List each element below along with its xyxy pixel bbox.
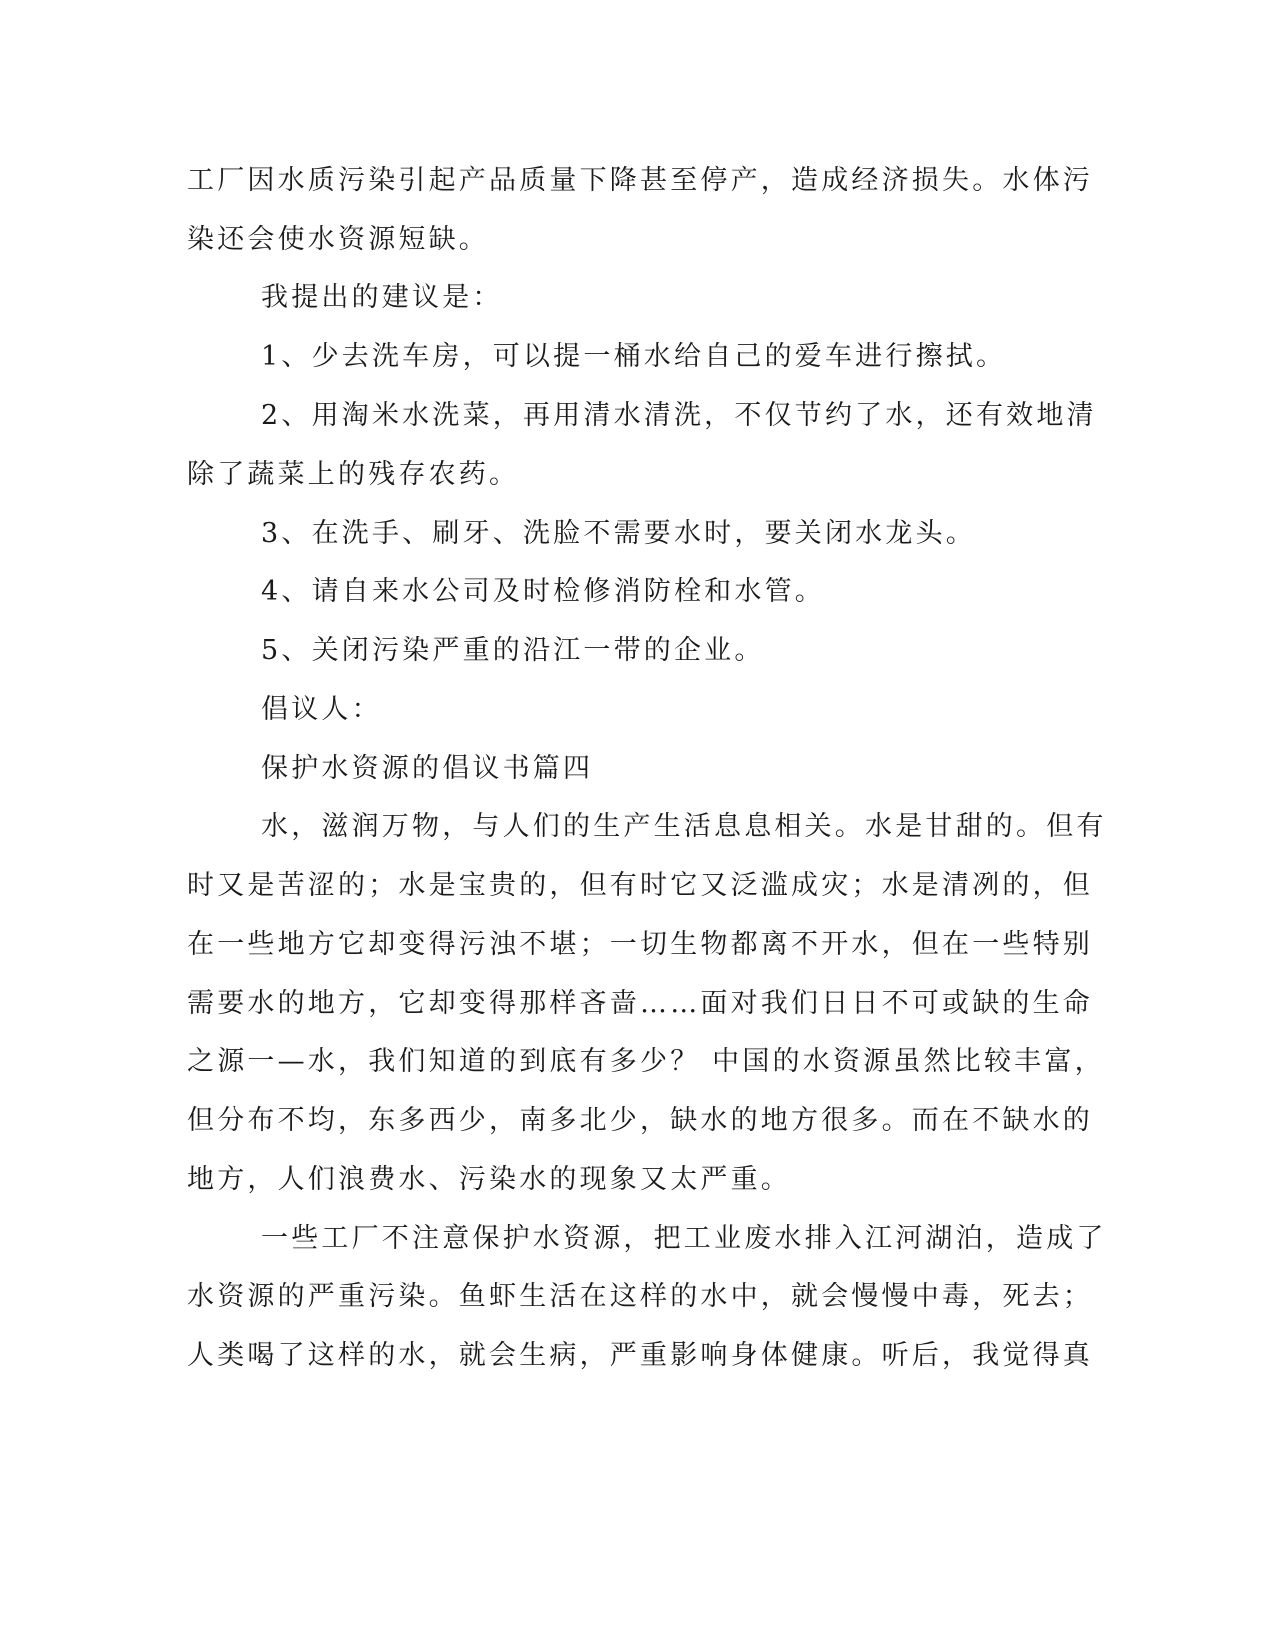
text-line: 人类喝了这样的水，就会生病，严重影响身体健康。听后，我觉得真 — [187, 1340, 1093, 1371]
text-line: 水资源的严重污染。鱼虾生活在这样的水中，就会慢慢中毒，死去； — [187, 1281, 1093, 1312]
text-line: 除了蔬菜上的残存农药。 — [187, 459, 520, 490]
text-line: 4、请自来水公司及时检修消防栓和水管。 — [261, 576, 825, 607]
text-line: 3、在洗手、刷牙、洗脸不需要水时，要关闭水龙头。 — [261, 518, 976, 549]
text-line: 2、用淘米水洗菜，再用清水清洗，不仅节约了水，还有效地清 — [261, 400, 1097, 431]
text-line: 1、少去洗车房，可以提一桶水给自己的爱车进行擦拭。 — [261, 341, 1007, 372]
text-line: 5、关闭污染严重的沿江一带的企业。 — [261, 635, 765, 666]
section-heading: 保护水资源的倡议书篇四 — [261, 753, 594, 784]
text-line: 需要水的地方，它却变得那样吝啬……面对我们日日不可或缺的生命 — [187, 988, 1093, 1019]
text-line: 地方，人们浪费水、污染水的现象又太严重。 — [187, 1164, 791, 1195]
text-line: 在一些地方它却变得污浊不堪；一切生物都离不开水，但在一些特别 — [187, 929, 1093, 960]
text-line: 之源一—水，我们知道的到底有多少？ 中国的水资源虽然比较丰富， — [187, 1046, 1105, 1077]
text-line: 一些工厂不注意保护水资源，把工业废水排入江河湖泊，造成了 — [261, 1223, 1107, 1254]
text-line: 工厂因水质污染引起产品质量下降甚至停产，造成经济损失。水体污 — [187, 165, 1093, 196]
text-line: 倡议人： — [261, 694, 382, 725]
text-line: 但分布不均，东多西少，南多北少，缺水的地方很多。而在不缺水的 — [187, 1105, 1093, 1136]
text-line: 水，滋润万物，与人们的生产生活息息相关。水是甘甜的。但有 — [261, 811, 1107, 842]
text-line: 我提出的建议是： — [261, 282, 503, 313]
text-line: 染还会使水资源短缺。 — [187, 224, 489, 255]
text-line: 时又是苦涩的；水是宝贵的，但有时它又泛滥成灾；水是清冽的，但 — [187, 870, 1093, 901]
